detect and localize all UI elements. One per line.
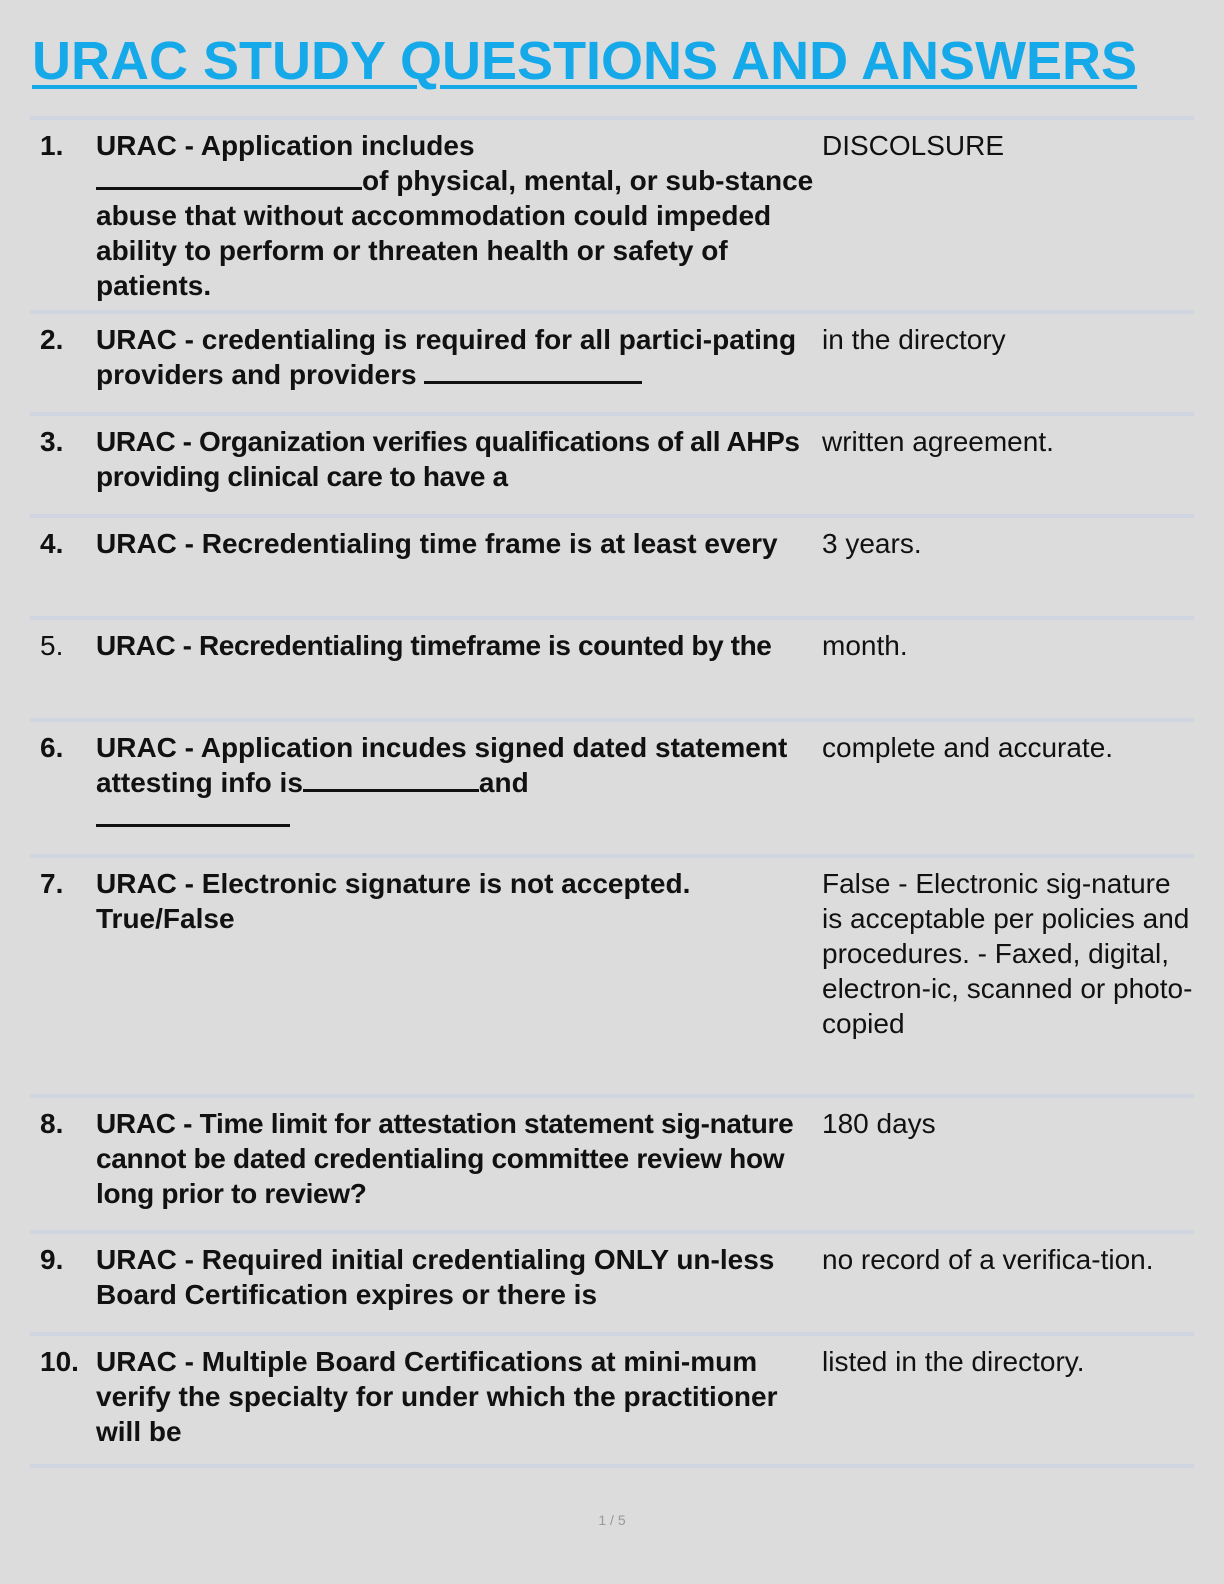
answer-text: False - Electronic sig-nature is acceptable per policies and procedures. - Faxed, digital, electron-ic, scanned or photo-copied (822, 868, 1193, 1039)
question-text: URAC - Electronic signature is not accepted. True/False (96, 868, 691, 934)
item-number: 2. (40, 324, 64, 355)
qa-row (30, 854, 1194, 1094)
question-text: URAC - Recredentialing timeframe is counted by the (96, 630, 772, 661)
answer-blank (303, 788, 479, 792)
qa-row (30, 116, 1194, 310)
item-number: 9. (40, 1244, 64, 1275)
answer-text: DISCOLSURE (822, 130, 1005, 161)
qa-row (30, 616, 1194, 718)
answer-blank (424, 380, 642, 384)
question-text: URAC - Recredentialing time frame is at least every (96, 528, 778, 559)
document-page (30, 28, 1194, 1447)
item-number: 3. (40, 426, 64, 457)
question-text (96, 322, 822, 412)
item-number: 4. (40, 528, 64, 559)
qa-list (30, 116, 1194, 1468)
item-number: 10. (40, 1346, 79, 1377)
question-text: URAC - Time limit for attestation statement sig-nature cannot be dated credentialing committee review how long prior to review? (96, 1108, 794, 1209)
item-number: 6. (40, 732, 64, 763)
question-text-part: URAC - Application incudes signed dated statement attesting info is (96, 732, 788, 798)
document-title: URAC STUDY QUESTIONS AND ANSWERS (32, 31, 1138, 91)
question-text-part: URAC - credentialing is required for all partici-pating providers and providers (96, 324, 797, 390)
answer-text: in the directory (822, 324, 1006, 355)
answer-blank (96, 823, 290, 827)
item-number: 8. (40, 1108, 64, 1139)
question-text: URAC - Organization verifies qualifications of all AHPs providing clinical care to have a (96, 426, 800, 492)
qa-row (30, 1094, 1194, 1230)
answer-text: month. (822, 630, 908, 661)
answer-text: listed in the directory. (822, 1346, 1085, 1377)
qa-row (30, 310, 1194, 412)
question-text: URAC - Multiple Board Certifications at mini-mum verify the specialty for under which the practitioner will be (96, 1346, 778, 1447)
qa-row (30, 514, 1194, 616)
question-text-part: of physical, mental, or sub-stance abuse that without accommodation could impeded ability to perform or threaten health or safety of patients. (96, 165, 814, 301)
qa-row (30, 1332, 1194, 1468)
question-text (96, 730, 822, 854)
qa-row (30, 1230, 1194, 1332)
question-text: URAC - Required initial credentialing ONLY un-less Board Certification expires or there is (96, 1244, 775, 1310)
item-number: 7. (40, 868, 64, 899)
answer-text: 180 days (822, 1108, 936, 1139)
question-text-part: and (478, 767, 529, 798)
answer-text: written agreement. (822, 426, 1054, 457)
qa-row (30, 718, 1194, 854)
item-number: 5. (40, 630, 64, 661)
item-number: 1. (40, 130, 64, 161)
question-text-part: URAC - Application includes (96, 130, 475, 161)
answer-text: complete and accurate. (822, 732, 1114, 763)
answer-text: 3 years. (822, 528, 922, 559)
answer-blank (96, 186, 362, 190)
answer-text: no record of a verifica-tion. (822, 1244, 1154, 1275)
qa-row (30, 412, 1194, 514)
question-text (96, 128, 822, 310)
page-indicator: 1 / 5 (598, 1512, 626, 1528)
